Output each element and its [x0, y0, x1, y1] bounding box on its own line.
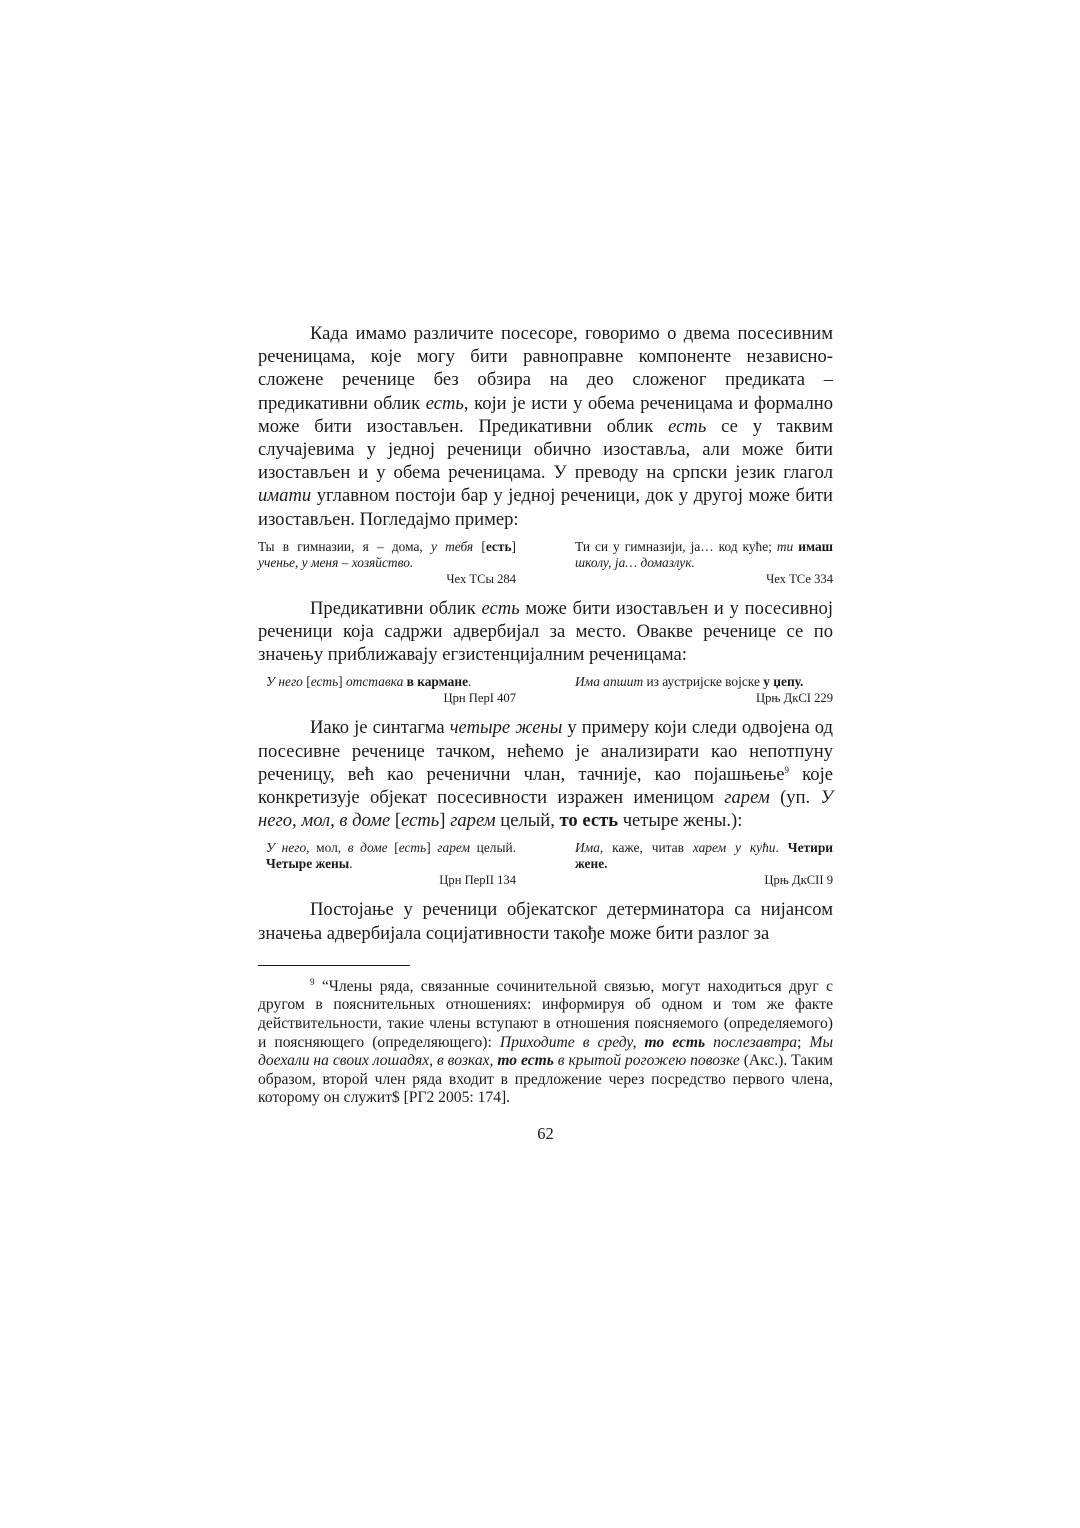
text-segment: које конкретизује објекат посесивности изражен именицом: [258, 763, 833, 809]
text-italic: У него: [266, 840, 307, 856]
example-1-serbian: [575, 539, 833, 587]
text-segment: ;: [797, 1033, 810, 1051]
footnote-9: [258, 978, 833, 1108]
text-segment: Ты в гимназии, я – дома,: [258, 538, 431, 554]
text-segment: , каже, читав: [599, 840, 693, 856]
example-3-serbian: [575, 840, 833, 888]
text-bold: в кармане: [406, 674, 469, 690]
text-segment: .: [349, 856, 353, 872]
text-italic: гарем: [724, 787, 770, 809]
text-italic: есть: [668, 415, 707, 437]
text-italic: Има: [575, 840, 600, 856]
page-number: 62: [537, 1124, 554, 1144]
text-segment: четыре жены.):: [618, 810, 743, 832]
example-1: [258, 539, 833, 587]
text-italic: школу, ја… домазлук.: [575, 554, 695, 570]
text-segment: , мол,: [306, 840, 348, 856]
example-2-russian: [258, 674, 516, 706]
text-italic: есть: [425, 392, 464, 414]
text-italic: послезавтра: [705, 1033, 798, 1051]
footnote-number: 9: [310, 976, 315, 987]
text-segment: Ти си у гимназији, ја… код куће;: [575, 538, 777, 554]
text-bold: есть: [485, 538, 512, 554]
text-segment: у примеру који следи одвојена од посесивне реченице тачком, нећемо је анализирати као непотпуну реченицу, већ као реченични члан, тачније, као појашњење: [258, 717, 833, 785]
text-segment: “Члены ряда, связанные сочинительной связью, могут находиться друг с другом в пояснительных отношениях: информируя об одном и том же факте действительности, такие члены вступают в отношения поясняемого (определяемого) и поясняющего (определяющего):: [258, 977, 833, 1051]
footnote-reference[interactable]: 9: [784, 764, 790, 775]
text-bold: то есть: [559, 810, 619, 832]
text-bold-italic: то есть: [644, 1033, 706, 1051]
text-segment: .: [468, 674, 472, 690]
example-1-russian: [258, 539, 516, 587]
text-italic: есть: [481, 597, 520, 619]
footnote-divider: [258, 965, 410, 966]
text-segment: целый.: [470, 840, 516, 856]
example-2-russian-source: Црн ПерI 407: [443, 691, 516, 706]
example-1-serbian-source: Чех ТСе 334: [766, 571, 833, 586]
text-italic: У него, мол, в доме: [258, 787, 834, 832]
example-2: [258, 674, 833, 706]
text-segment: целый,: [495, 810, 560, 832]
text-segment: ]: [426, 840, 438, 856]
page-content: [258, 322, 833, 1144]
text-italic: Има апшит: [575, 674, 644, 690]
text-italic: гарем: [437, 840, 471, 856]
text-segment: (уп.: [769, 787, 821, 809]
example-1-russian-source: Чех ТСы 284: [446, 571, 516, 586]
text-italic: в крытой рогожею повозке: [553, 1052, 740, 1070]
text-segment: , који је исти у обема реченицама и формално може бити изостављен. Предикативни облик: [258, 392, 833, 437]
text-italic: Мы доехали на своих лошадях, в возках,: [258, 1033, 834, 1070]
text-italic: харем у кући: [692, 840, 776, 856]
text-italic: есть: [401, 810, 440, 832]
text-italic: гарем: [450, 810, 496, 832]
paragraph-4: [258, 898, 833, 944]
text-italic: четыре жены: [449, 717, 563, 739]
example-3-russian-source: Црн ПерII 134: [439, 873, 516, 888]
text-italic: есть: [398, 840, 427, 856]
example-2-serbian: [575, 674, 833, 706]
text-segment: Када имамо различите посесоре, говоримо о двема посесивним реченицама, које могу бити равноправне компоненте независно-сложене реченице без обзира на део сложеног предиката – предикативни облик: [258, 323, 833, 414]
text-italic: отставка: [345, 674, 404, 690]
text-segment: углавном постоји бар у једној реченици, док у другој може бити изостављен. Погледајмо пример:: [258, 485, 833, 530]
text-italic: у тебя: [430, 538, 474, 554]
example-3-serbian-source: Црњ ДкСII 9: [764, 873, 833, 888]
example-3: [258, 840, 833, 888]
text-italic: есть: [310, 674, 339, 690]
text-segment: ]: [338, 674, 346, 690]
text-bold-italic: то есть: [497, 1052, 554, 1070]
text-segment: се у таквим случајевима у једној реченици обично изоставља, али може бити изостављен и у обема реченицама. У преводу на српски језик глагол: [258, 415, 833, 484]
text-italic: ти: [776, 538, 794, 554]
text-segment: (Акс.). Таким образом, второй член ряда входит в предложение через посредство первого члена, которому он служит$ [РГ2 2005: 174].: [258, 1052, 834, 1107]
text-segment: [: [390, 810, 402, 832]
text-bold: Четири жене.: [575, 840, 833, 872]
text-italic: в доме: [347, 840, 388, 856]
text-bold: имаш: [798, 538, 833, 554]
text-segment: може бити изостављен и у посесивној реченици која садржи адвербијал за место. Овакве реченице се по значењу приближавају егзистенцијалним реченицама:: [258, 597, 833, 666]
text-segment: [: [302, 674, 311, 690]
paragraph-2: [258, 597, 833, 667]
text-segment: ]: [439, 810, 451, 832]
paragraph-3: [258, 716, 833, 832]
example-3-russian: [258, 840, 516, 888]
text-italic: имати: [258, 485, 312, 507]
text-italic: Приходите в среду,: [499, 1033, 645, 1051]
text-segment: ]: [511, 538, 516, 554]
text-segment: Предикативни облик: [310, 597, 482, 619]
text-segment: [: [387, 840, 399, 856]
text-bold: у џепу.: [763, 674, 804, 690]
example-2-serbian-source: Црњ ДкСI 229: [756, 691, 833, 706]
text-segment: из аустријске војске: [643, 674, 764, 690]
text-segment: Постојање у реченици објекатског детерминатора са нијансом значења адвербијала социјативности такође може бити разлог за: [258, 899, 833, 944]
paragraph-1: [258, 322, 833, 531]
text-italic: У него: [266, 674, 303, 690]
text-segment: Иако је синтагма: [310, 717, 450, 739]
text-segment: [: [473, 538, 486, 554]
text-bold: Четыре жены: [266, 856, 350, 872]
text-segment: .: [775, 840, 788, 856]
text-italic: ученье, у меня – хозяйство.: [258, 554, 414, 570]
